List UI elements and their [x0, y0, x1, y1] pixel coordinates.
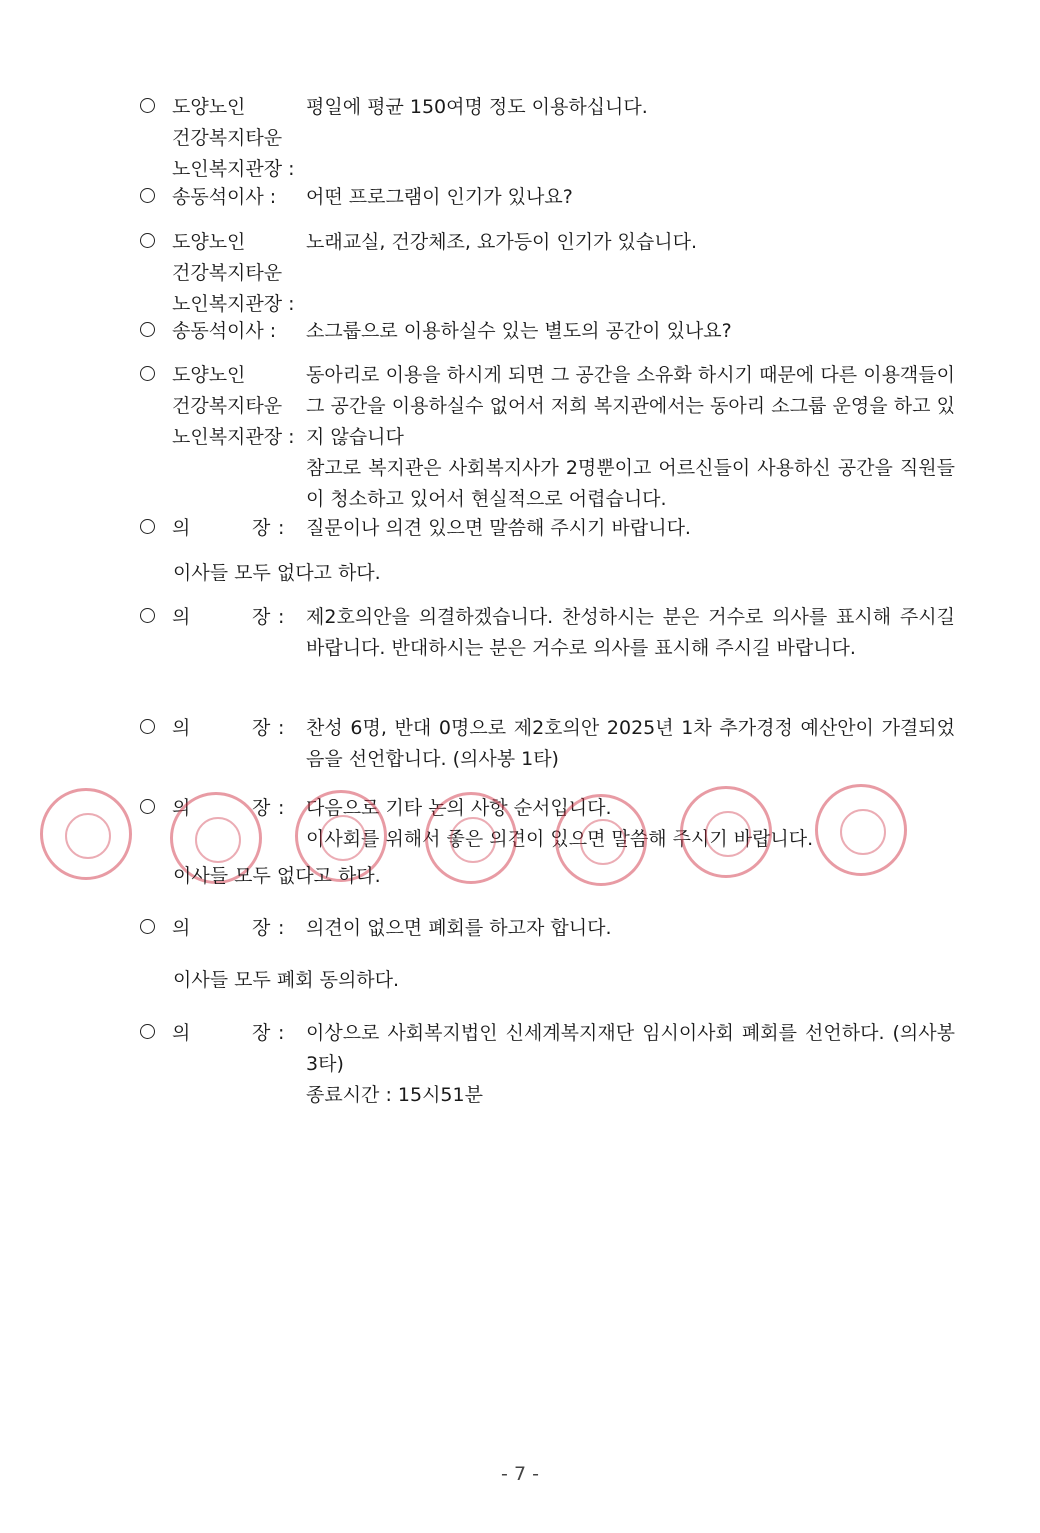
statement-text: 노래교실, 건강체조, 요가등이 인기가 있습니다.	[306, 231, 698, 253]
circle-bullet-icon	[140, 608, 155, 623]
statement-text: 동아리로 이용을 하시게 되면 그 공간을 소유화 하시기 때문에 다른 이용객들이 그 공간을 이용하실수 없어서 저희 복지관에서는 동아리 소그룹 운영을 하고 있지 않습니다 참고로 복지관은 사회복지사가 2명뿐이고 어르신들이 사용하신 공간을 직원들이 청소하고 있어서 현실적으로 어렵습니다.	[306, 364, 955, 510]
minutes-entry: 의 장 : 질문이나 의견 있으면 말씀해 주시기 바랍니다.	[140, 513, 955, 544]
statement-text: 찬성 6명, 반대 0명으로 제2호의안 2025년 1차 추가경정 예산안이 가결되었음을 선언합니다. (의사봉 1타)	[306, 717, 955, 770]
minutes-entry	[140, 182, 955, 213]
minutes-entry: 의 장 : 다음으로 기타 논의 사항 순서입니다. 이사회를 위해서 좋은 의견이 있으면 말씀해 주시기 바랍니다.	[140, 793, 955, 855]
circle-bullet-icon	[140, 188, 155, 203]
page-number: - 7 -	[501, 1463, 539, 1485]
minutes-entry	[140, 92, 955, 180]
circle-bullet-icon	[140, 322, 155, 337]
statement-text: 질문이나 의견 있으면 말씀해 주시기 바랍니다.	[306, 517, 691, 539]
minutes-entry: 의 장 : 이상으로 사회복지법인 신세계복지재단 임시이사회 폐회를 선언하다. (의사봉 3타) 종료시간 : 15시51분	[140, 1018, 955, 1111]
statement-text: 제2호의안을 의결하겠습니다. 찬성하시는 분은 거수로 의사를 표시해 주시길 바랍니다. 반대하시는 분은 거수로 의사를 표시해 주시길 바랍니다.	[306, 606, 955, 659]
speaker-name: 도양노인 건강복지타운 노인복지관장 :	[172, 231, 295, 315]
minutes-note: 이사들 모두 폐회 동의하다.	[173, 969, 400, 991]
minutes-entry	[140, 227, 955, 315]
minutes-entry: 의 장 : 의견이 없으면 폐회를 하고자 합니다.	[140, 913, 955, 944]
statement-text: 평일에 평균 150여명 정도 이용하십니다.	[306, 96, 648, 118]
speaker-name: 송동석이사 :	[172, 186, 277, 208]
minutes-entry	[140, 316, 955, 347]
seal-stamp-icon	[40, 788, 132, 880]
circle-bullet-icon	[140, 1024, 155, 1039]
circle-bullet-icon	[140, 719, 155, 734]
minutes-entry: 의 장 : 제2호의안을 의결하겠습니다. 찬성하시는 분은 거수로 의사를 표시해 주시길 바랍니다. 반대하시는 분은 거수로 의사를 표시해 주시길 바랍니다.	[140, 602, 955, 664]
circle-bullet-icon	[140, 519, 155, 534]
circle-bullet-icon	[140, 799, 155, 814]
speaker-name: 송동석이사 :	[172, 320, 277, 342]
statement-text: 어떤 프로그램이 인기가 있나요?	[306, 186, 573, 208]
statement-text: 다음으로 기타 논의 사항 순서입니다. 이사회를 위해서 좋은 의견이 있으면 말씀해 주시기 바랍니다.	[306, 797, 814, 850]
statement-text: 의견이 없으면 폐회를 하고자 합니다.	[306, 917, 612, 939]
circle-bullet-icon	[140, 233, 155, 248]
minutes-note: 이사들 모두 없다고 하다.	[173, 562, 381, 584]
speaker-name: 도양노인 건강복지타운 노인복지관장 :	[172, 364, 295, 448]
minutes-entry: 의 장 : 찬성 6명, 반대 0명으로 제2호의안 2025년 1차 추가경정 예산안이 가결되었음을 선언합니다. (의사봉 1타)	[140, 713, 955, 775]
statement-text: 소그룹으로 이용하실수 있는 별도의 공간이 있나요?	[306, 320, 732, 342]
circle-bullet-icon	[140, 919, 155, 934]
circle-bullet-icon	[140, 366, 155, 381]
circle-bullet-icon	[140, 98, 155, 113]
minutes-entry	[140, 360, 955, 515]
speaker-name: 도양노인 건강복지타운 노인복지관장 :	[172, 96, 295, 180]
statement-text: 이상으로 사회복지법인 신세계복지재단 임시이사회 폐회를 선언하다. (의사봉 3타) 종료시간 : 15시51분	[306, 1022, 955, 1106]
minutes-note: 이사들 모두 없다고 하다.	[173, 865, 381, 887]
